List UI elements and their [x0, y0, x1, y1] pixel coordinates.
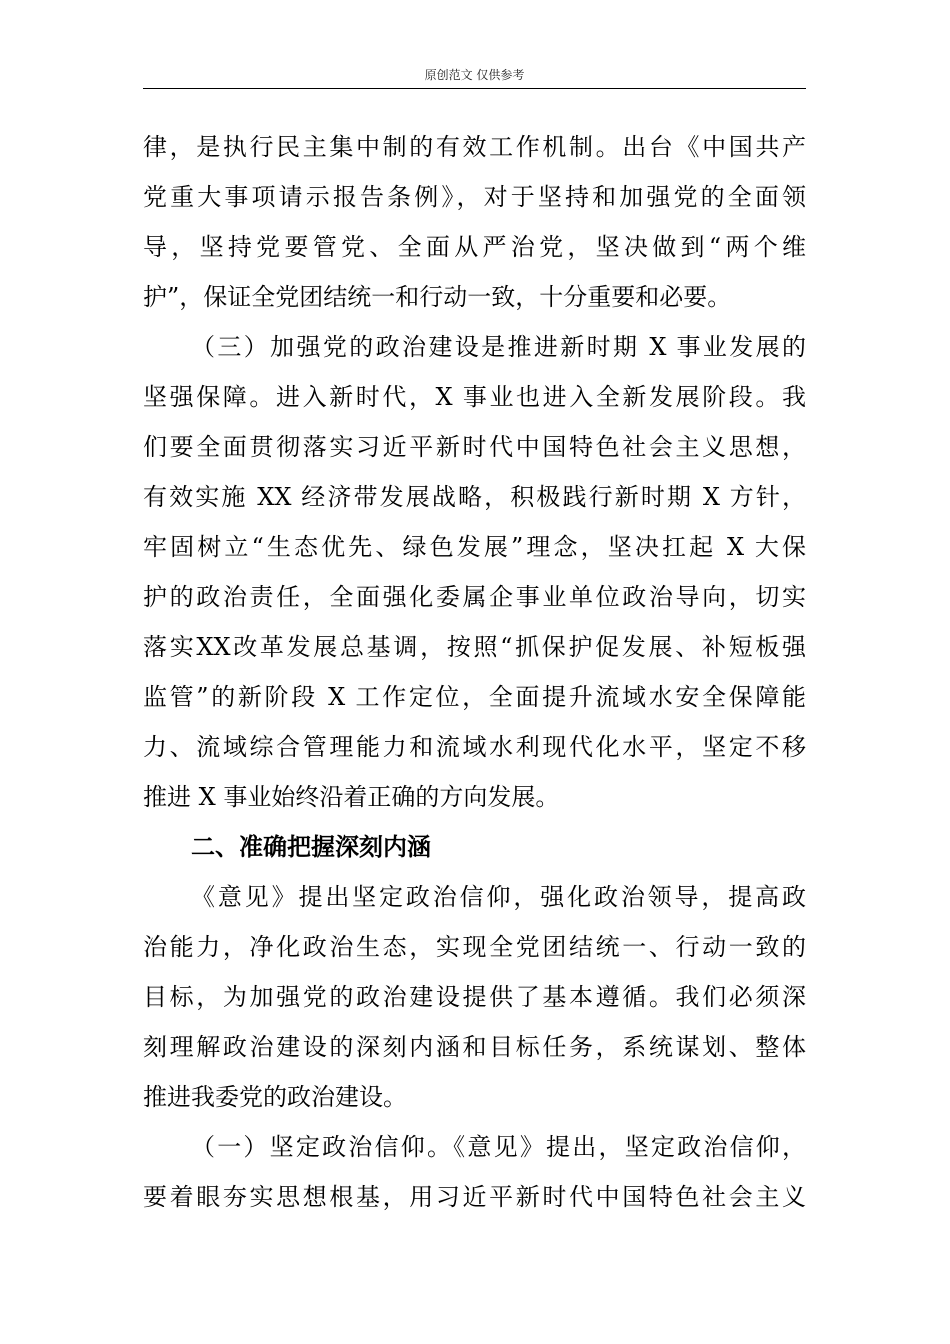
page-header: [143, 64, 806, 89]
text-line: 护”，保证全党团结统一和行动一致，十分重要和必要。: [143, 283, 732, 311]
text-line: 们要全面贯彻落实习近平新时代中国特色社会主义思想，: [143, 433, 806, 461]
text-line: （三）加强党的政治建设是推进新时期 X 事业发展的: [191, 333, 806, 361]
text-line: 牢固树立“生态优先、绿色发展”理念，坚决扛起 X 大保: [143, 533, 806, 561]
text-line: 监管”的新阶段 X 工作定位，全面提升流域水安全保障能: [143, 683, 806, 711]
text-line: 律，是执行民主集中制的有效工作机制。出台《中国共产: [143, 133, 806, 161]
text-line: 力、流域综合管理能力和流域水利现代化水平，坚定不移: [143, 733, 806, 761]
paragraph-1: [143, 122, 806, 322]
text-line: 推进我委党的政治建设。: [143, 1083, 407, 1111]
text-line: 治能力，净化政治生态，实现全党团结统一、行动一致的: [143, 933, 806, 961]
text-line: 目标，为加强党的政治建设提供了基本遵循。我们必须深: [143, 983, 806, 1011]
text-line: （一）坚定政治信仰。《意见》提出，坚定政治信仰，: [191, 1133, 806, 1161]
paragraph-3: [143, 872, 806, 1122]
text-line: 党重大事项请示报告条例》，对于坚持和加强党的全面领: [143, 183, 806, 211]
paragraph-4: [143, 1122, 806, 1222]
text-line: 落实XX改革发展总基调，按照“抓保护促发展、补短板强: [143, 633, 806, 661]
text-line: 导，坚持党要管党、全面从严治党，坚决做到“两个维: [143, 233, 806, 261]
text-line: 要着眼夯实思想根基，用习近平新时代中国特色社会主义: [143, 1183, 806, 1211]
header-text: 原创范文 仅供参考: [424, 68, 525, 82]
heading-text: 二、准确把握深刻内涵: [191, 833, 431, 861]
text-line: 有效实施 XX 经济带发展战略，积极践行新时期 X 方针，: [143, 483, 806, 511]
text-line: 《意见》提出坚定政治信仰，强化政治领导，提高政: [191, 883, 806, 911]
text-line: 坚强保障。进入新时代，X 事业也进入全新发展阶段。我: [143, 383, 806, 411]
section-heading: [143, 822, 806, 872]
document-body: [143, 122, 806, 1222]
paragraph-2: [143, 322, 806, 822]
text-line: 护的政治责任，全面强化委属企事业单位政治导向，切实: [143, 583, 806, 611]
text-line: 刻理解政治建设的深刻内涵和目标任务，系统谋划、整体: [143, 1033, 806, 1061]
text-line: 推进 X 事业始终沿着正确的方向发展。: [143, 783, 560, 811]
